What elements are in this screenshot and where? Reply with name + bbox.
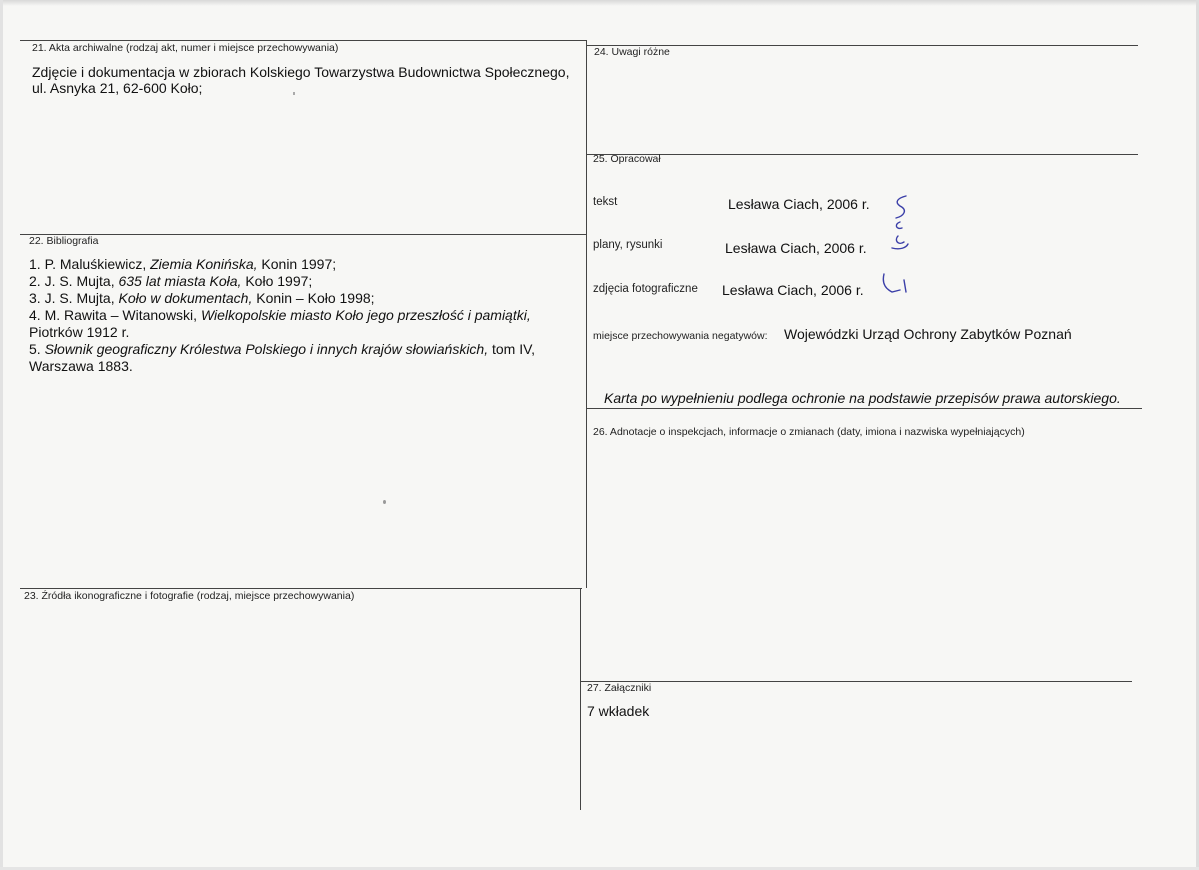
rule-26-top — [586, 408, 1142, 409]
author-row-value-text: Lesława Ciach, 2006 r. — [728, 196, 870, 212]
rule-27-top — [580, 681, 1132, 682]
bibliography-list — [29, 256, 535, 375]
rule-25-top — [586, 154, 1138, 155]
copyright-note: Karta po wypełnieniu podlega ochronie na podstawie przepisów prawa autorskiego. — [604, 390, 1121, 406]
author-row-key-plans: plany, rysunki — [593, 239, 663, 251]
negatives-value: Wojewódzki Urząd Ochrony Zabytków Poznań — [784, 326, 1072, 342]
author-row-key-text: tekst — [593, 196, 618, 208]
section-21-label: 21. Akta archiwalne (rodzaj akt, numer i miejsce przechowywania) — [32, 42, 339, 54]
rule-center-upper — [586, 40, 587, 588]
signature — [870, 188, 930, 298]
section-23-label: 23. Źródła ikonograficzne i fotografie (rodzaj, miejsce przechowywania) — [24, 590, 355, 602]
section-24-label: 24. Uwagi różne — [594, 46, 670, 58]
section-26-label: 26. Adnotacje o inspekcjach, informacje o zmianach (daty, imiona i nazwiska wypełniających) — [593, 426, 1025, 438]
section-27-value: 7 wkładek — [587, 703, 650, 719]
bibliography-item: 5. Słownik geograficzny Królestwa Polskiego i innych krajów słowiańskich, tom IV, — [29, 341, 536, 357]
scan-speck — [383, 500, 386, 504]
bibliography-item: 1. P. Maluśkiewicz, Ziemia Konińska, Konin 1997; — [29, 256, 337, 272]
bibliography-item: 3. J. S. Mujta, Koło w dokumentach, Konin – Koło 1998; — [29, 290, 375, 306]
section-21-line-2: ul. Asnyka 21, 62-600 Koło; — [32, 80, 203, 96]
author-row-value-photos: Lesława Ciach, 2006 r. — [722, 282, 864, 298]
rule-center-lower — [580, 588, 581, 810]
section-25-label: 25. Opracował — [593, 153, 661, 165]
scan-speck — [293, 92, 295, 95]
scan-edge-top — [0, 0, 1199, 6]
author-row-value-plans: Lesława Ciach, 2006 r. — [725, 240, 867, 256]
negatives-label: miejsce przechowywania negatywów: — [593, 330, 768, 342]
rule-23-top — [20, 588, 582, 589]
author-row-key-photos: zdjęcia fotograficzne — [593, 283, 698, 295]
section-21-line-1: Zdjęcie i dokumentacja w zbiorach Kolskiego Towarzystwa Budownictwa Społecznego, — [32, 64, 570, 80]
section-22-label: 22. Bibliografia — [29, 235, 99, 247]
bibliography-item: 4. M. Rawita – Witanowski, Wielkopolskie miasto Koło jego przeszłość i pamiątki, — [29, 307, 531, 323]
bibliography-item: Piotrków 1912 r. — [29, 324, 130, 340]
rule-top-left — [20, 40, 586, 41]
rule-22-top — [20, 234, 586, 235]
scan-edge-left — [0, 0, 3, 870]
bibliography-item: 2. J. S. Mujta, 635 lat miasta Koła, Koło 1997; — [29, 273, 313, 289]
bibliography-item: Warszawa 1883. — [29, 358, 133, 374]
section-27-label: 27. Załączniki — [587, 682, 652, 694]
